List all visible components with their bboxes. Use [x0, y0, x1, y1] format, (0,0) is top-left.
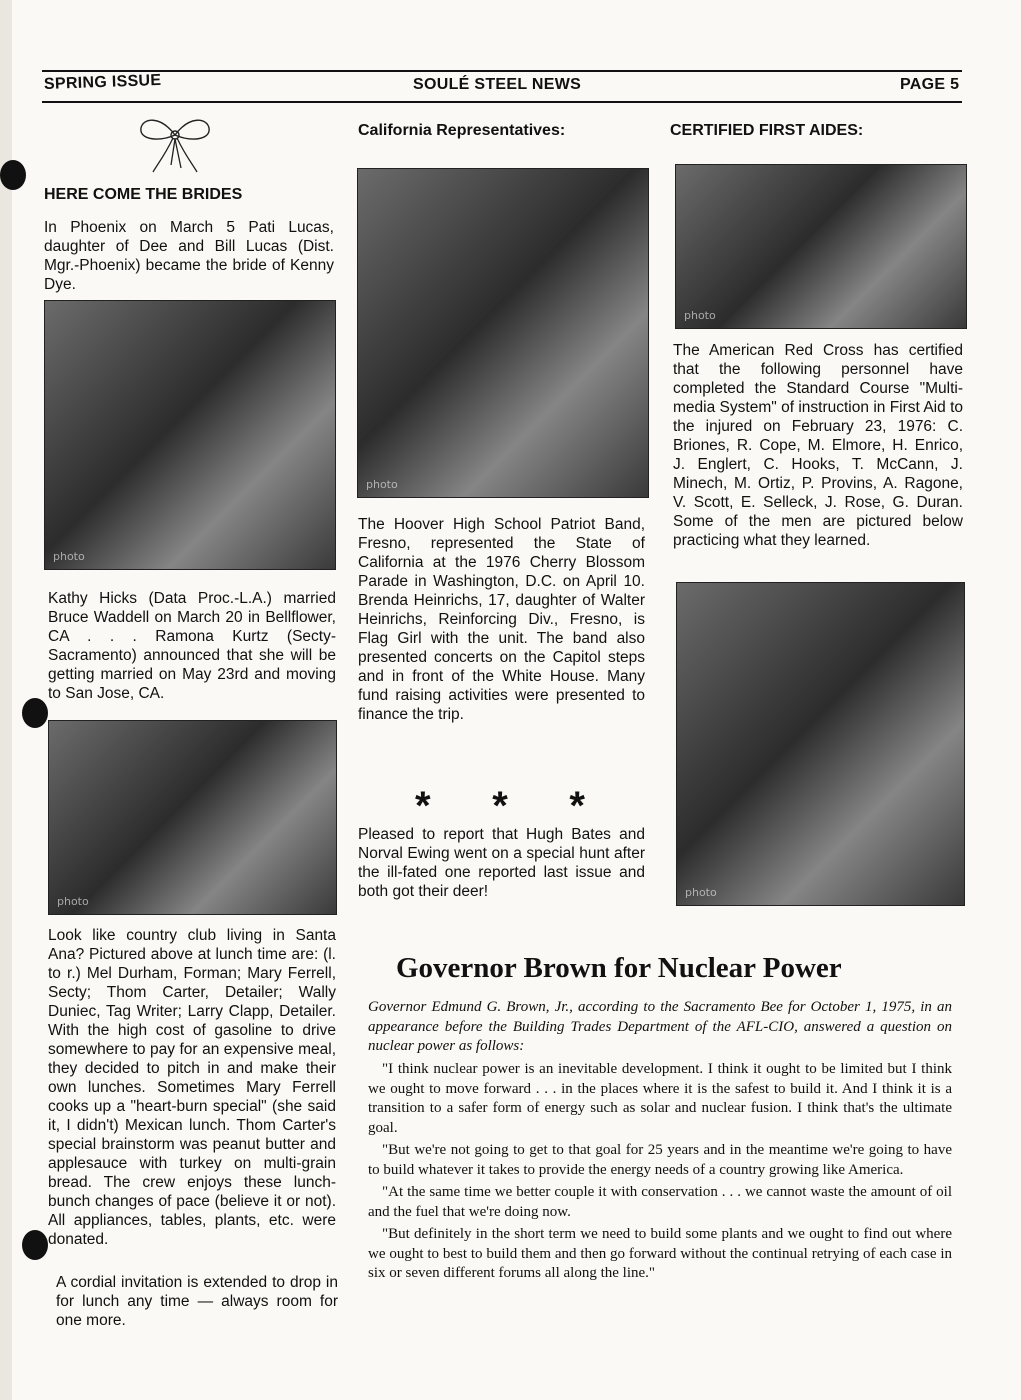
first-aid-class-photo: photo [675, 164, 967, 329]
brides-paragraph: In Phoenix on March 5 Pati Lucas, daughter of Dee and Bill Lucas (Dist. Mgr.-Phoenix) became the bride of Kenny Dye. [44, 219, 334, 293]
bow-icon [135, 110, 215, 180]
section-separator [415, 784, 585, 829]
newsletter-name: SOULÉ STEEL NEWS [413, 76, 582, 93]
brides-title: HERE COME THE BRIDES [44, 186, 243, 203]
flag-girl-photo: photo [357, 168, 649, 498]
page-number: PAGE 5 [900, 76, 960, 93]
first-aid-practice-photo: photo [676, 582, 965, 906]
header-rule-bottom [42, 101, 962, 103]
article-body [368, 1060, 952, 1284]
first-aid-paragraph: The American Red Cross has certified that the following personnel have completed the Standard Course "Multi-media System" of instruction in First Aid to the injured on February 23, 1976: C. Briones, R. Cope, M. Elmore, H. Enrico, J. Englert, C. Hooks, T. McCann, J. Minech, M. Ortiz, P. Provins, A. Ragone, V. Scott, E. Selleck, J. Rose, G. Duran. Some of the men are pictured below practicing what they learned. [673, 342, 963, 549]
punch-hole [0, 160, 26, 190]
article-paragraph: "At the same time we better couple it with conservation . . . we cannot waste the amount of oil and the fuel that we're doing now. [368, 1184, 952, 1220]
header-rule-top [42, 70, 962, 72]
hunt-paragraph: Pleased to report that Hugh Bates and Norval Ewing went on a special hunt after the ill-fated one reported last issue and both got their deer! [358, 826, 645, 900]
article-paragraph: "I think nuclear power is an inevitable development. I think it ought to be limited but I think we ought to move forward . . . in the places where it is the safest to build it. And I think it is a transition to a safer form of energy such as solar and nuclear fusion. I think that's the ultimate goal. [368, 1061, 952, 1136]
page-edge [0, 0, 12, 1400]
band-paragraph: The Hoover High School Patriot Band, Fresno, represented the State of California at the 1976 Cherry Blossom Parade in Washington, D.C. on April 10. Brenda Heinrichs, 17, daughter of Walter Heinrichs, Reinforcing Div., Fresno, is Flag Girl with the unit. The band also presented concerts on the Capitol steps and in front of the White House. Many fund raising activities were presented to finance the trip. [358, 516, 645, 723]
separator-star: * [492, 784, 508, 828]
wedding-photo: photo [44, 300, 336, 570]
lunch-paragraph: Look like country club living in Santa Ana? Pictured above at lunch time are: (l. to r.) Mel Durham, Forman; Mary Ferrell, Secty; Thom Carter, Detailer; Wally Duniec, Tag Writer; Larry Clapp, Detailer. With the high cost of gasoline to drive somewhere to pay for an expensive meal, they decided to pitch in and make their own lunches. Sometimes Mary Ferrell cooks up a "heart-burn special" (she said it, I didn't) Mexican lunch. Thom Carter's special brainstorm was peanut butter and applesauce with turkey on multi-grain bread. The crew enjoys these lunch-bunch changes of pace (believe it or not). All appliances, tables, plants, etc. were donated. [48, 927, 336, 1248]
punch-hole [22, 698, 48, 728]
invitation-paragraph: A cordial invitation is extended to drop in for lunch any time — always room for one more. [56, 1274, 338, 1329]
lunch-photo: photo [48, 720, 337, 915]
article-paragraph: "But definitely in the short term we need to build some plants and we ought to find out where we ought to best to build them and then go forward without the continual retrying of each case in six or seven different forums all along the line." [368, 1226, 952, 1281]
first-aides-title: CERTIFIED FIRST AIDES: [670, 122, 864, 139]
article-headline: Governor Brown for Nuclear Power [396, 952, 842, 984]
separator-star: * [569, 784, 585, 828]
article-paragraph: "But we're not going to get to that goal for 25 years and in the meantime we're going to have to build whatever it takes to provide the energy needs of a country growing like America. [368, 1142, 952, 1178]
separator-star: * [415, 784, 431, 828]
article-intro: Governor Edmund G. Brown, Jr., according to the Sacramento Bee for October 1, 1975, in an appearance before the Building Trades Department of the AFL-CIO, answered a question on nuclear power as follows: [368, 999, 952, 1054]
california-title: California Representatives: [358, 122, 566, 139]
weddings-paragraph: Kathy Hicks (Data Proc.-L.A.) married Bruce Waddell on March 20 in Bellflower, CA . . . Ramona Kurtz (Secty-Sacramento) announced that she will be getting married on May 23rd and moving to San Jose, CA. [48, 590, 336, 702]
issue-label: SPRING ISSUE [43, 71, 162, 93]
punch-hole [22, 1230, 48, 1260]
